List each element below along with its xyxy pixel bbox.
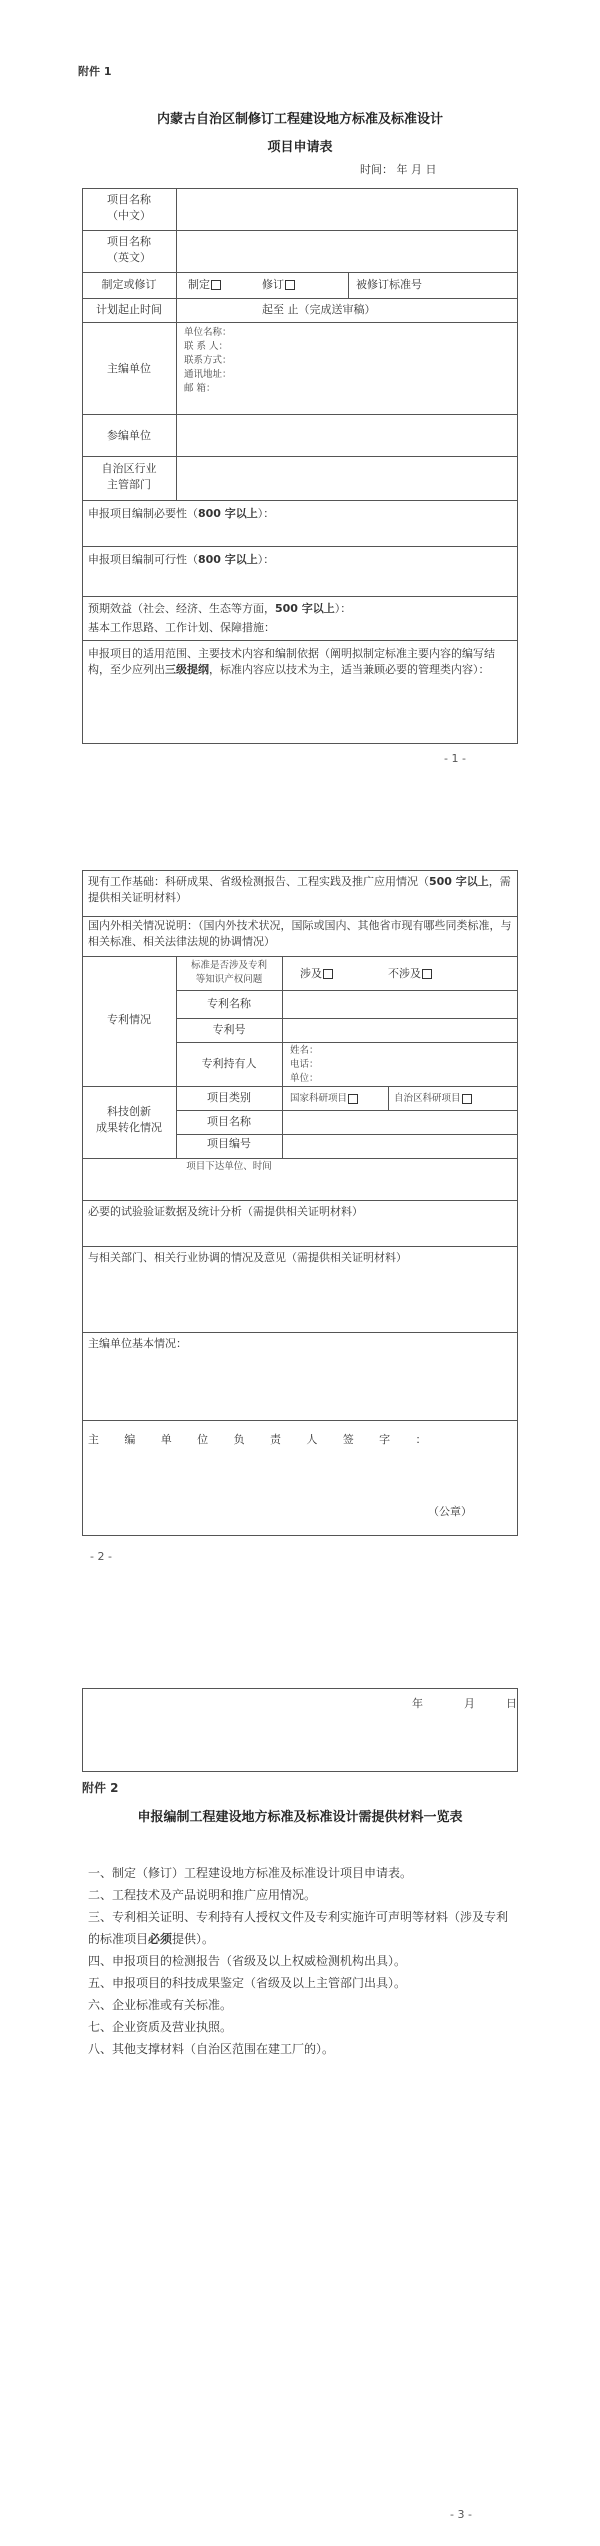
coordination-label: 与相关部门、相关行业协调的情况及意见（需提供相关证明材料） xyxy=(88,1251,407,1264)
list-item: 五、申报项目的科技成果鉴定（省级及以上主管部门出具）。 xyxy=(88,1976,407,1990)
option-national[interactable]: 国家科研项目 xyxy=(290,1092,358,1106)
label-revised-no: 被修订标准号 xyxy=(356,278,422,291)
seal-label: （公章） xyxy=(428,1505,472,1518)
date-year: 年 xyxy=(412,1697,423,1710)
holder-fields: 姓名： 电话： 单位： xyxy=(290,1045,319,1084)
label-dept: 自治区行业 主管部门 xyxy=(101,462,157,491)
label-project-type: 项目类别 xyxy=(207,1091,251,1104)
page1-subtitle: 项目申请表 xyxy=(267,140,333,155)
plan-work-label: 基本工作思路、工作计划、保障措施： xyxy=(88,621,275,634)
page3-title: 申报编制工程建设地方标准及标准设计需提供材料一览表 xyxy=(137,1810,463,1825)
label-name-cn: 项目名称 （中文） xyxy=(107,193,151,222)
page2-number: - 2 - xyxy=(90,1550,112,1563)
signature-line: 主 编 单 位 负 责 人 签 字 ： xyxy=(88,1433,427,1446)
list-item: 八、其他支撑材料（自治区范围在建工厂的）。 xyxy=(88,2042,335,2056)
list-item: 一、制定（修订）工程建设地方标准及标准设计项目申请表。 xyxy=(88,1866,413,1880)
patent-question: 标准是否涉及专利 等知识产权问题 xyxy=(190,960,267,985)
benefit-label: 预期效益（社会、经济、生态等方面，500 字以上）： xyxy=(88,602,352,615)
necessity-label: 申报项目编制必要性（800 字以上）： xyxy=(88,507,275,520)
checkbox-not-involved[interactable] xyxy=(422,969,432,979)
date-label: 时间： 年 月 日 xyxy=(360,163,437,176)
date-box xyxy=(82,1688,518,1772)
work-basis-label: 现有工作基础：科研成果、省级检测报告、工程实践及推广应用情况（500 字以上，需提供相关证明材料） xyxy=(88,875,511,904)
page1-title: 内蒙古自治区制修订工程建设地方标准及标准设计 xyxy=(156,112,443,127)
attachment-1-label: 附件 1 xyxy=(78,65,112,78)
editor-details: 单位名称： 联 系 人： 联系方式： 通讯地址： 邮 箱： xyxy=(184,327,232,394)
plan-time-value: 起至 止（完成送审稿） xyxy=(262,303,376,316)
label-name-en: 项目名称 （英文） xyxy=(107,235,151,264)
attachment-2-label: 附件 2 xyxy=(82,1781,119,1795)
option-regional[interactable]: 自治区科研项目 xyxy=(394,1092,472,1106)
label-patent-holder: 专利持有人 xyxy=(201,1057,257,1070)
label-plan-time: 计划起止时间 xyxy=(96,303,162,316)
feasibility-label: 申报项目编制可行性（800 字以上）： xyxy=(88,553,275,566)
domestic-situation-label: 国内外相关情况说明：（国内外技术状况，国际或国内、其他省市现有哪些同类标准，与相关标准、相关法律法规的协调情况） xyxy=(88,919,512,948)
list-item: 三、专利相关证明、专利持有人授权文件及专利实施许可声明等材料（涉及专利的标准项目必须提供）。 xyxy=(88,1910,509,1946)
label-revise: 制定或修订 xyxy=(101,278,157,291)
scope-label: 申报项目的适用范围、主要技术内容和编制依据（阐明拟制定标准主要内容的编写结构，至少应列出三级提纲，标准内容应以技术为主，适当兼顾必要的管理类内容）： xyxy=(88,647,495,676)
list-item: 七、企业资质及营业执照。 xyxy=(88,2020,233,2034)
label-editor-unit: 主编单位 xyxy=(107,362,151,375)
checkbox-zhi[interactable] xyxy=(211,280,221,290)
checkbox-national[interactable] xyxy=(348,1094,358,1104)
checkbox-xiu[interactable] xyxy=(285,280,295,290)
label-issue-time: 项目下达单位、时间 xyxy=(186,1161,272,1172)
label-patent-name: 专利名称 xyxy=(207,997,251,1010)
achieve-section-label: 科技创新 成果转化情况 xyxy=(96,1105,162,1134)
patent-section-label: 专利情况 xyxy=(107,1013,151,1026)
list-item: 四、申报项目的检测报告（省级及以上权威检测机构出具）。 xyxy=(88,1954,407,1968)
option-not-involved[interactable]: 不涉及 xyxy=(388,966,432,982)
checkbox-regional[interactable] xyxy=(462,1094,472,1104)
checkbox-involved[interactable] xyxy=(323,969,333,979)
date-day: 日 xyxy=(506,1697,517,1710)
date-month: 月 xyxy=(464,1697,475,1710)
list-item: 二、工程技术及产品说明和推广应用情况。 xyxy=(88,1888,317,1902)
label-patent-no: 专利号 xyxy=(212,1023,246,1036)
page1-number: - 1 - xyxy=(444,752,466,765)
test-data-label: 必要的试验验证数据及统计分析（需提供相关证明材料） xyxy=(88,1205,363,1218)
option-xiu[interactable]: 修订 xyxy=(262,277,295,293)
page3-number: - 3 - xyxy=(450,2508,472,2521)
editor-basic-label: 主编单位基本情况： xyxy=(88,1337,187,1350)
label-project-code: 项目编号 xyxy=(207,1137,251,1150)
option-zhi[interactable]: 制定 xyxy=(188,277,221,293)
label-participant-unit: 参编单位 xyxy=(107,429,151,442)
label-project-name: 项目名称 xyxy=(207,1115,251,1128)
option-involved[interactable]: 涉及 xyxy=(300,966,333,982)
list-item: 六、企业标准或有关标准。 xyxy=(88,1998,233,2012)
materials-list xyxy=(88,1862,516,2060)
